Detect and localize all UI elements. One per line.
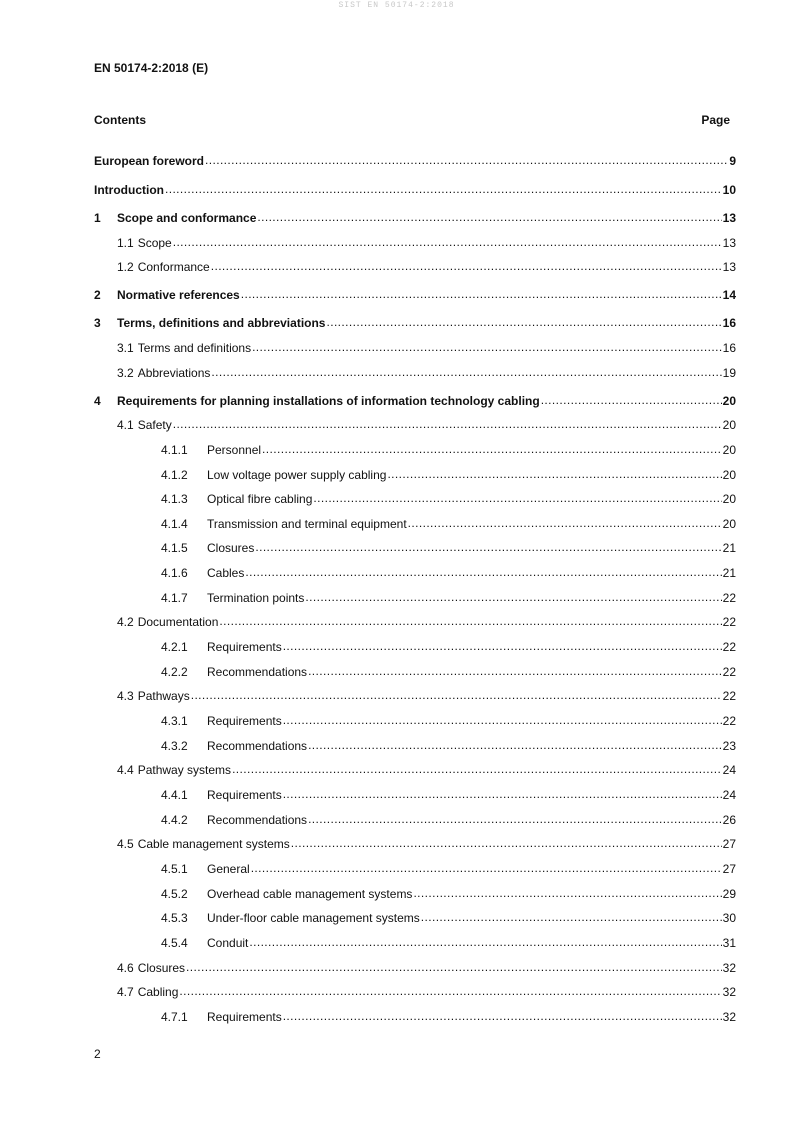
toc-entry-page: 22 [722, 591, 736, 605]
toc-entry-title: Pathway systems [137, 763, 232, 777]
toc-entry-title: Documentation [137, 615, 219, 629]
toc-entry[interactable] [94, 287, 736, 302]
dot-leader [173, 417, 722, 429]
toc-entry-number: 4.1.2 [161, 468, 188, 482]
toc-entry-title: Requirements [207, 640, 282, 654]
toc-entry[interactable] [161, 639, 736, 654]
toc-entry[interactable] [161, 787, 736, 802]
toc-entry-page: 22 [722, 615, 736, 629]
toc-entry-title: General [207, 862, 250, 876]
toc-entry-number: 4.1 [117, 418, 134, 432]
toc-entry[interactable] [117, 235, 736, 250]
dot-leader [211, 259, 722, 271]
toc-entry-number: 1.1 [117, 236, 134, 250]
toc-entry[interactable] [94, 210, 736, 225]
toc-entry[interactable] [161, 713, 736, 728]
dot-leader [219, 614, 721, 626]
toc-entry-number: 1.2 [117, 260, 134, 274]
toc-entry-page: 32 [722, 985, 736, 999]
toc-entry-number: 3.1 [117, 341, 134, 355]
dot-leader [173, 235, 722, 247]
dot-leader [313, 491, 721, 503]
toc-entry-title: Under-floor cable management systems [207, 911, 420, 925]
toc-entry-title: Conduit [207, 936, 249, 950]
toc-entry[interactable] [161, 664, 736, 679]
toc-entry-number: 4 [94, 394, 101, 408]
toc-entry-title: Termination points [207, 591, 305, 605]
toc-entry-number: 4.1.7 [161, 591, 188, 605]
dot-leader [387, 467, 721, 479]
dot-leader [186, 960, 722, 972]
toc-entry-title: Overhead cable management systems [207, 887, 413, 901]
toc-entry[interactable] [117, 762, 736, 777]
toc-entry-number: 4.7 [117, 985, 134, 999]
dot-leader [249, 935, 721, 947]
toc-entry-number: 3.2 [117, 366, 134, 380]
toc-entry[interactable] [161, 910, 736, 925]
toc-entry[interactable] [117, 836, 736, 851]
dot-leader [262, 442, 722, 454]
toc-entry[interactable] [161, 886, 736, 901]
toc-entry-title: Cabling [137, 985, 179, 999]
toc-entry-title: Requirements [207, 788, 282, 802]
dot-leader [245, 565, 721, 577]
toc-entry-number: 4.5.4 [161, 936, 188, 950]
toc-entry-page: 22 [722, 665, 736, 679]
toc-entry[interactable] [161, 565, 736, 580]
toc-entry-number: 4.1.5 [161, 541, 188, 555]
toc-entry[interactable] [161, 442, 736, 457]
toc-entry-page: 13 [722, 211, 736, 225]
toc-entry-title: Terms, definitions and abbreviations [117, 316, 326, 330]
toc-entry-page: 16 [722, 341, 736, 355]
toc-entry-page: 20 [722, 443, 736, 457]
dot-leader [283, 713, 722, 725]
toc-entry-page: 22 [722, 689, 736, 703]
toc-entry[interactable] [161, 861, 736, 876]
toc-entry[interactable] [117, 365, 736, 380]
toc-entry[interactable] [117, 340, 736, 355]
toc-entry-number: 4.4 [117, 763, 134, 777]
toc-entry[interactable] [161, 738, 736, 753]
dot-leader [413, 886, 721, 898]
toc-entry-number: 3 [94, 316, 101, 330]
dot-leader [205, 153, 728, 165]
dot-leader [283, 787, 722, 799]
toc-entry[interactable] [117, 259, 736, 274]
dot-leader [257, 210, 721, 222]
toc-entry-title: Terms and definitions [137, 341, 252, 355]
toc-entry-title: Conformance [137, 260, 210, 274]
toc-entry-number: 2 [94, 288, 101, 302]
toc-entry[interactable] [161, 1009, 736, 1024]
toc-entry-number: 4.5 [117, 837, 134, 851]
toc-entry-page: 20 [722, 394, 736, 408]
toc-entry-title: Cable management systems [137, 837, 290, 851]
toc-entry-page: 20 [722, 492, 736, 506]
toc-entry-title: Safety [137, 418, 172, 432]
toc-entry-title: Recommendations [207, 665, 308, 679]
toc-entry-page: 26 [722, 813, 736, 827]
toc-entry-number: 4.2 [117, 615, 134, 629]
toc-entry-number: 1 [94, 211, 101, 225]
document-identifier: EN 50174-2:2018 (E) [94, 61, 209, 75]
toc-entry[interactable] [117, 417, 736, 432]
toc-entry[interactable] [117, 688, 736, 703]
toc-entry-page: 21 [722, 541, 736, 555]
dot-leader [241, 287, 722, 299]
toc-entry[interactable] [161, 516, 736, 531]
toc-entry-number: 4.2.2 [161, 665, 188, 679]
toc-entry-page: 16 [722, 316, 736, 330]
toc-entry-number: 4.5.2 [161, 887, 188, 901]
toc-entry-page: 23 [722, 739, 736, 753]
toc-entry-number: 4.7.1 [161, 1010, 188, 1024]
dot-leader [326, 315, 721, 327]
toc-entry-page: 32 [722, 1010, 736, 1024]
toc-entry-page: 32 [722, 961, 736, 975]
dot-leader [308, 738, 722, 750]
toc-entry-title: Scope and conformance [117, 211, 257, 225]
toc-entry[interactable] [94, 393, 736, 408]
toc-entry[interactable] [94, 153, 736, 168]
toc-entry-number: 4.3.2 [161, 739, 188, 753]
toc-entry[interactable] [117, 984, 736, 999]
dot-leader [408, 516, 722, 528]
toc-entry-page: 10 [722, 183, 736, 197]
toc-entry-page: 13 [722, 236, 736, 250]
toc-entry-title: European foreword [94, 154, 205, 168]
toc-entry-title: Closures [137, 961, 186, 975]
toc-entry-title: Personnel [207, 443, 262, 457]
toc-entry[interactable] [161, 540, 736, 555]
dot-leader [179, 984, 721, 996]
toc-entry-title: Scope [137, 236, 172, 250]
toc-entry-number: 4.2.1 [161, 640, 188, 654]
toc-entry-title: Transmission and terminal equipment [207, 517, 407, 531]
toc-entry-number: 4.6 [117, 961, 134, 975]
toc-entry-number: 4.1.1 [161, 443, 188, 457]
toc-entry[interactable] [161, 935, 736, 950]
dot-leader [251, 861, 722, 873]
toc-entry-number: 4.1.3 [161, 492, 188, 506]
dot-leader [291, 836, 722, 848]
toc-entry-title: Low voltage power supply cabling [207, 468, 387, 482]
contents-header [94, 113, 730, 127]
contents-label: Contents [94, 113, 146, 127]
toc-entry-page: 20 [722, 517, 736, 531]
toc-entry-number: 4.4.1 [161, 788, 188, 802]
toc-entry-number: 4.1.4 [161, 517, 188, 531]
dot-leader [252, 340, 722, 352]
toc-entry-title: Pathways [137, 689, 190, 703]
dot-leader [541, 393, 722, 405]
toc-entry-page: 22 [722, 714, 736, 728]
dot-leader [308, 664, 722, 676]
watermark: SIST EN 50174-2:2018 [338, 1, 455, 10]
toc-entry-page: 27 [722, 837, 736, 851]
toc-entry[interactable] [117, 960, 736, 975]
dot-leader [283, 1009, 722, 1021]
toc-entry-page: 14 [722, 288, 736, 302]
toc-entry[interactable] [161, 812, 736, 827]
toc-entry-number: 4.3.1 [161, 714, 188, 728]
toc-entry-page: 9 [729, 154, 736, 168]
dot-leader [308, 812, 722, 824]
toc-entry-number: 4.1.6 [161, 566, 188, 580]
dot-leader [283, 639, 722, 651]
dot-leader [232, 762, 722, 774]
toc-entry[interactable] [117, 614, 736, 629]
toc-entry-title: Normative references [117, 288, 240, 302]
toc-entry[interactable] [161, 590, 736, 605]
toc-entry-title: Requirements [207, 1010, 282, 1024]
toc-entry-title: Requirements for planning installations of information technology cabling [117, 394, 540, 408]
toc-entry-page: 27 [722, 862, 736, 876]
dot-leader [421, 910, 722, 922]
toc-entry[interactable] [94, 182, 736, 197]
dot-leader [211, 365, 721, 377]
toc-entry-number: 4.5.1 [161, 862, 188, 876]
toc-entry-title: Abbreviations [137, 366, 211, 380]
toc-entry-title: Requirements [207, 714, 282, 728]
dot-leader [305, 590, 721, 602]
toc-entry-page: 24 [722, 763, 736, 777]
toc-entry-number: 4.3 [117, 689, 134, 703]
toc-entry-number: 4.4.2 [161, 813, 188, 827]
toc-entry-page: 22 [722, 640, 736, 654]
dot-leader [165, 182, 722, 194]
toc-entry-number: 4.5.3 [161, 911, 188, 925]
toc-entry-title: Introduction [94, 183, 164, 197]
toc-entry[interactable] [161, 491, 736, 506]
toc-entry-page: 20 [722, 468, 736, 482]
toc-entry-title: Recommendations [207, 739, 308, 753]
toc-entry-title: Optical fibre cabling [207, 492, 313, 506]
dot-leader [191, 688, 722, 700]
toc-entry-page: 31 [722, 936, 736, 950]
toc-entry-page: 19 [722, 366, 736, 380]
page-number: 2 [94, 1047, 101, 1061]
toc-entry-page: 20 [722, 418, 736, 432]
toc-entry[interactable] [94, 315, 736, 330]
dot-leader [255, 540, 721, 552]
toc-entry-title: Cables [207, 566, 245, 580]
toc-entry-page: 29 [722, 887, 736, 901]
page-column-label: Page [701, 113, 730, 127]
toc-entry-page: 30 [722, 911, 736, 925]
toc-entry-title: Closures [207, 541, 255, 555]
toc-entry-page: 24 [722, 788, 736, 802]
toc-entry[interactable] [161, 467, 736, 482]
toc-entry-title: Recommendations [207, 813, 308, 827]
toc-entry-page: 21 [722, 566, 736, 580]
toc-entry-page: 13 [722, 260, 736, 274]
